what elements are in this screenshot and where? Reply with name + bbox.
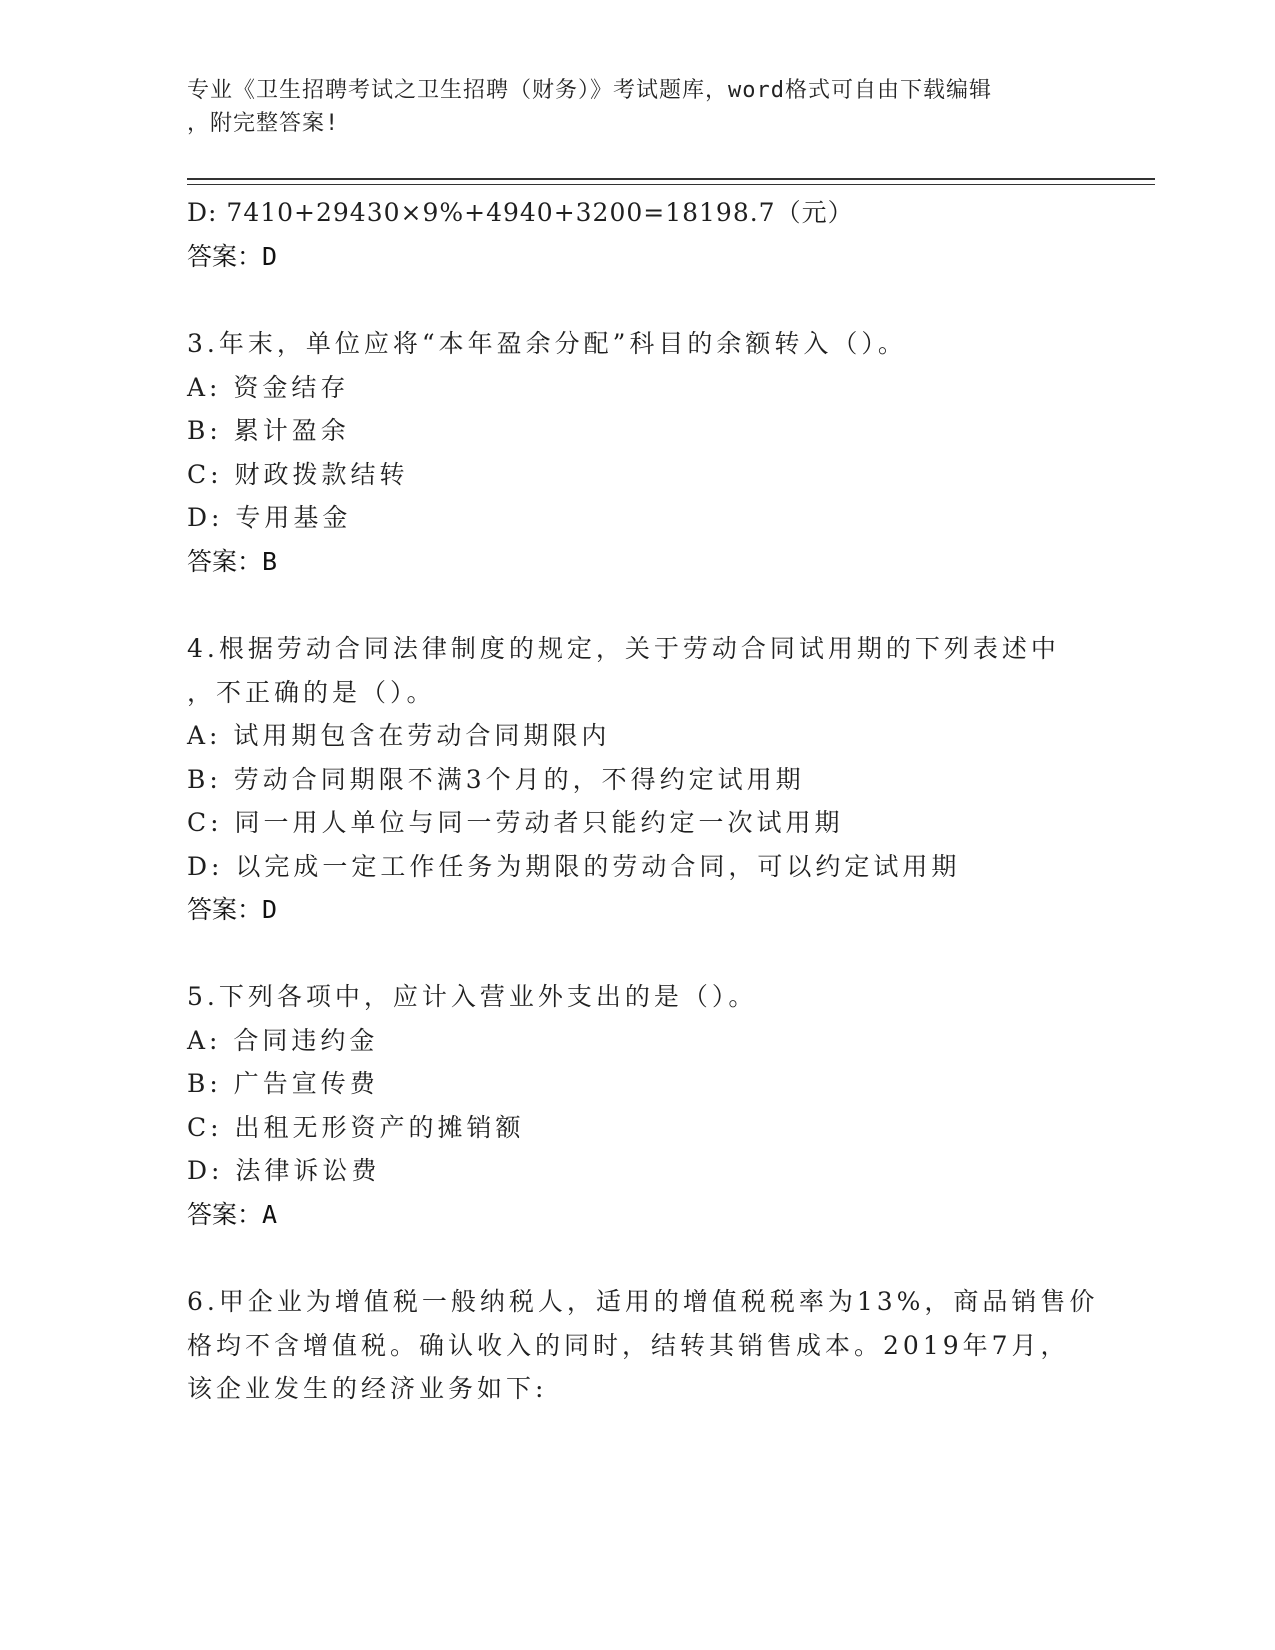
- q3-question: 3.年末，单位应将“本年盈余分配”科目的余额转入（）。: [187, 329, 907, 358]
- answer-value: D: [262, 242, 278, 271]
- answer-label: 答案：: [187, 547, 263, 576]
- q3-option-c: C: 财政拨款结转: [187, 460, 409, 489]
- q5-option-c: C: 出租无形资产的摊销额: [187, 1113, 525, 1142]
- q3-option-d: D: 专用基金: [187, 503, 352, 532]
- q3-answer: [187, 542, 277, 578]
- q4-answer: [187, 890, 277, 926]
- q5-answer: [187, 1195, 277, 1231]
- q3-option-b: B: 累计盈余: [187, 416, 350, 445]
- q4-option-a: A: 试用期包含在劳动合同期限内: [187, 721, 611, 750]
- q5-option-b: B: 广告宣传费: [187, 1069, 379, 1098]
- answer-label: 答案：: [187, 895, 263, 924]
- q6-question-line2: 格均不含增值税。确认收入的同时，结转其销售成本。2019年7月，: [187, 1331, 1070, 1360]
- answer-value: A: [262, 1200, 278, 1229]
- header-divider-thick: [187, 178, 1155, 180]
- q2-answer: [187, 237, 277, 273]
- header-title-line-continued: ，附完整答案!: [187, 111, 340, 136]
- q6-question-line3: 该企业发生的经济业务如下:: [187, 1374, 548, 1403]
- q2-option-d: D: 7410+29430×9%+4940+3200=18198.7（元）: [187, 198, 854, 227]
- header-divider-thin: [187, 184, 1155, 185]
- q4-option-c: C: 同一用人单位与同一劳动者只能约定一次试用期: [187, 808, 844, 837]
- page-header: [187, 74, 1087, 140]
- q6-question-line1: 6.甲企业为增值税一般纳税人，适用的增值税税率为13%，商品销售价: [187, 1287, 1099, 1316]
- answer-value: B: [262, 547, 278, 576]
- answer-label: 答案：: [187, 1200, 263, 1229]
- q5-option-a: A: 合同违约金: [187, 1026, 379, 1055]
- q4-option-b: B: 劳动合同期限不满3个月的，不得约定试用期: [187, 765, 805, 794]
- q5-question: 5.下列各项中，应计入营业外支出的是（）。: [187, 982, 758, 1011]
- q4-option-d: D: 以完成一定工作任务为期限的劳动合同，可以约定试用期: [187, 852, 961, 881]
- q4-question-line2: ，不正确的是（）。: [187, 678, 436, 707]
- answer-value: D: [262, 895, 278, 924]
- q4-question-line1: 4.根据劳动合同法律制度的规定，关于劳动合同试用期的下列表述中: [187, 634, 1060, 663]
- answer-label: 答案：: [187, 242, 263, 271]
- q5-option-d: D: 法律诉讼费: [187, 1156, 381, 1185]
- header-title-line: 专业《卫生招聘考试之卫生招聘（财务）》考试题库，word格式可自由下载编辑: [187, 78, 992, 103]
- q3-option-a: A: 资金结存: [187, 373, 350, 402]
